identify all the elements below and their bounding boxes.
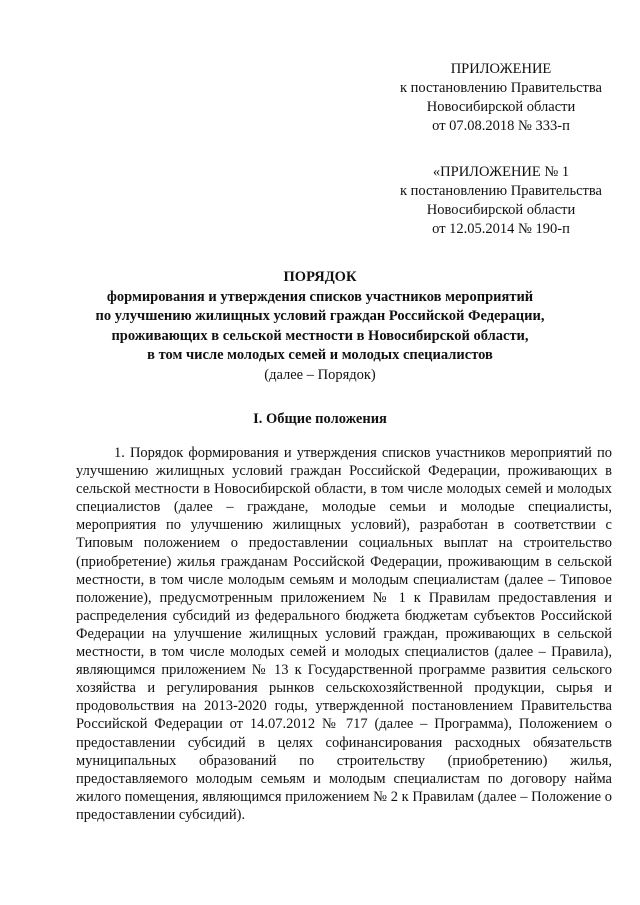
title-line: формирования и утверждения списков участников мероприятий <box>106 288 534 305</box>
title-line: проживающих в сельской местности в Новосибирской области, <box>111 327 529 344</box>
title-note: (далее – Порядок) <box>264 366 376 383</box>
title-heading: ПОРЯДОК <box>283 269 357 285</box>
appendix-stamp-line: «ПРИЛОЖЕНИЕ № 1 <box>432 164 570 180</box>
approval-stamp-line: Новосибирской области <box>426 99 576 115</box>
approval-stamp-line: ПРИЛОЖЕНИЕ <box>450 61 552 77</box>
approval-stamp <box>378 60 624 136</box>
approval-stamp-line: к постановлению Правительства <box>400 80 602 96</box>
appendix-stamp <box>378 163 624 239</box>
appendix-stamp-line: к постановлению Правительства <box>400 183 602 199</box>
title-line: по улучшению жилищных условий граждан Российской Федерации, <box>95 308 545 324</box>
document-title <box>60 268 580 385</box>
appendix-stamp-line: от 12.05.2014 № 190-п <box>432 221 570 237</box>
section-heading: I. Общие положения <box>253 411 387 427</box>
title-line: в том числе молодых семей и молодых специалистов <box>147 347 493 363</box>
approval-stamp-line: от 07.08.2018 № 333-п <box>432 118 570 134</box>
paragraph-1: 1. Порядок формирования и утверждения списков участников мероприятий по улучшению жилищных условий граждан Российской Федерации, проживающих в сельской местности в Новосибирской области, в том числе молодых семей и молодых специалистов (далее – граждане, молодые семьи и молодые специалисты, мероприятия по улучшению жилищных условий), разработан в соответствии с Типовым положением о предоставлении социальных выплат на строительство (приобретение) жилья гражданам Российской Федерации, проживающим в сельской местности, в том числе молодым семьям и молодым специалистам (далее – Типовое положение), предусмотренным приложением № 1 к Правилам предоставления и распределения субсидий из федерального бюджета бюджетам субъектов Российской Федерации на улучшение жилищных условий граждан, проживающих в сельской местности, в том числе молодых семей и молодых специалистов (далее – Правила), являющимся приложением № 13 к Государственной программе развития сельского хозяйства и регулирования рынков сельскохозяйственной продукции, сырья и продовольствия на 2013-2020 годы, утвержденной постановлением Правительства Российской Федерации от 14.07.2012 № 717 (далее – Программа), Положением о предоставлении субсидий в целях софинансирования расходных обязательств муниципальных образований по строительству (приобретению) жилья, предоставляемого молодым семьям и молодым специалистам по договору найма жилого помещения, являющимся приложением № 2 к Правилам (далее – Положение о предоставлении субсидий). <box>76 445 612 823</box>
appendix-stamp-line: Новосибирской области <box>426 202 576 218</box>
